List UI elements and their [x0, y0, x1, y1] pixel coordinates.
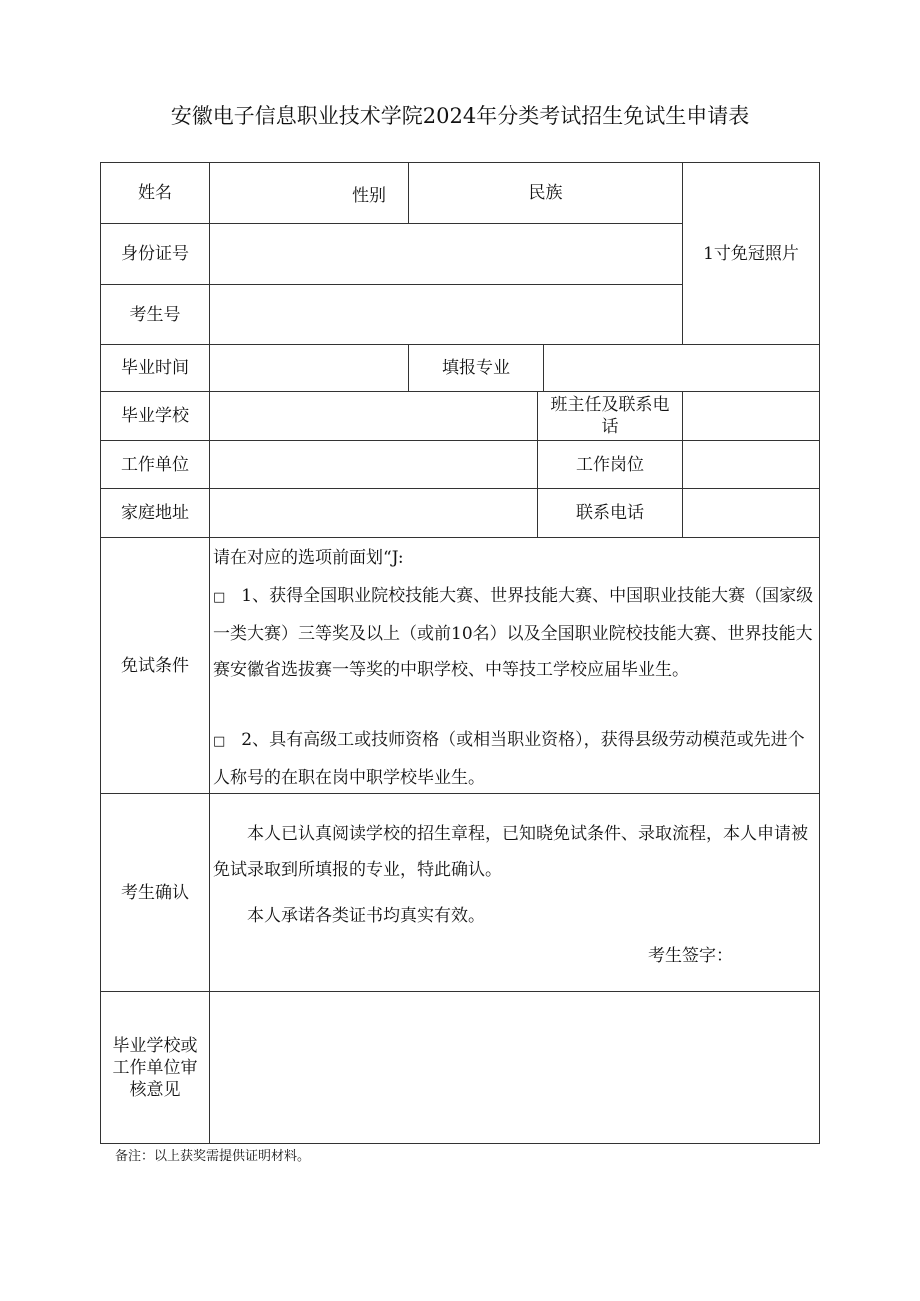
- label-review: 毕业学校或工作单位审核意见: [100, 991, 210, 1144]
- label-grad-time: 毕业时间: [100, 344, 210, 392]
- checkbox-option-2[interactable]: □: [213, 734, 226, 749]
- photo-box: 1寸免冠照片: [682, 162, 820, 345]
- teacher-phone-field[interactable]: [682, 391, 820, 441]
- label-home-address: 家庭地址: [100, 488, 210, 538]
- home-address-field[interactable]: [209, 488, 538, 538]
- label-work-unit: 工作单位: [100, 440, 210, 489]
- confirmation-promise: 本人承诺各类证书均真实有效。: [247, 906, 485, 926]
- id-number-field[interactable]: [209, 223, 683, 285]
- footnote: 备注：以上获奖需提供证明材料。: [115, 1149, 311, 1164]
- label-id-number: 身份证号: [100, 223, 210, 285]
- label-exam-number: 考生号: [100, 284, 210, 345]
- option-1-text: 1、获得全国职业院校技能大赛、世界技能大赛、中国职业技能大赛（国家级一类大赛）三等奖及以上（或前10名）以及全国职业院校技能大赛、世界技能大赛安徽省选拔赛一等奖的中职学校、中等技工学校应届毕业生。: [213, 586, 814, 680]
- work-post-field[interactable]: [682, 440, 820, 489]
- major-field[interactable]: [543, 344, 820, 392]
- label-ethnicity: 民族: [408, 162, 683, 224]
- signature-label: 考生签字：: [648, 946, 733, 966]
- exemption-instruction: 请在对应的选项前面划“J:: [213, 548, 404, 568]
- exemption-option-1: [213, 578, 817, 688]
- work-unit-field[interactable]: [209, 440, 538, 489]
- label-name: 姓名: [100, 162, 210, 224]
- label-grad-school: 毕业学校: [100, 391, 210, 441]
- label-contact-phone: 联系电话: [537, 488, 683, 538]
- exemption-option-2: [213, 722, 817, 796]
- grad-time-field[interactable]: [209, 344, 409, 392]
- label-major: 填报专业: [408, 344, 544, 392]
- option-2-text: 2、具有高级工或技师资格（或相当职业资格），获得县级劳动模范或先进个人称号的在职在岗中职学校毕业生。: [213, 730, 805, 788]
- grad-school-field[interactable]: [209, 391, 538, 441]
- application-form: [100, 162, 820, 1144]
- checkbox-option-1[interactable]: □: [213, 590, 226, 605]
- review-field[interactable]: [209, 991, 820, 1144]
- exemption-cell: [209, 537, 820, 794]
- form-title: 安徽电子信息职业技术学院2024年分类考试招生免试生申请表: [170, 104, 750, 128]
- exam-number-field[interactable]: [209, 284, 683, 345]
- confirmation-cell: [209, 793, 820, 992]
- label-work-post: 工作岗位: [537, 440, 683, 489]
- label-teacher-phone: 班主任及联系电话: [537, 391, 683, 441]
- label-gender: 性别: [209, 162, 409, 224]
- label-confirmation: 考生确认: [100, 793, 210, 992]
- label-exemption: 免试条件: [100, 537, 210, 794]
- confirmation-text: 本人已认真阅读学校的招生章程，已知晓免试条件、录取流程，本人申请被免试录取到所填报的专业，特此确认。: [213, 824, 808, 880]
- contact-phone-field[interactable]: [682, 488, 820, 538]
